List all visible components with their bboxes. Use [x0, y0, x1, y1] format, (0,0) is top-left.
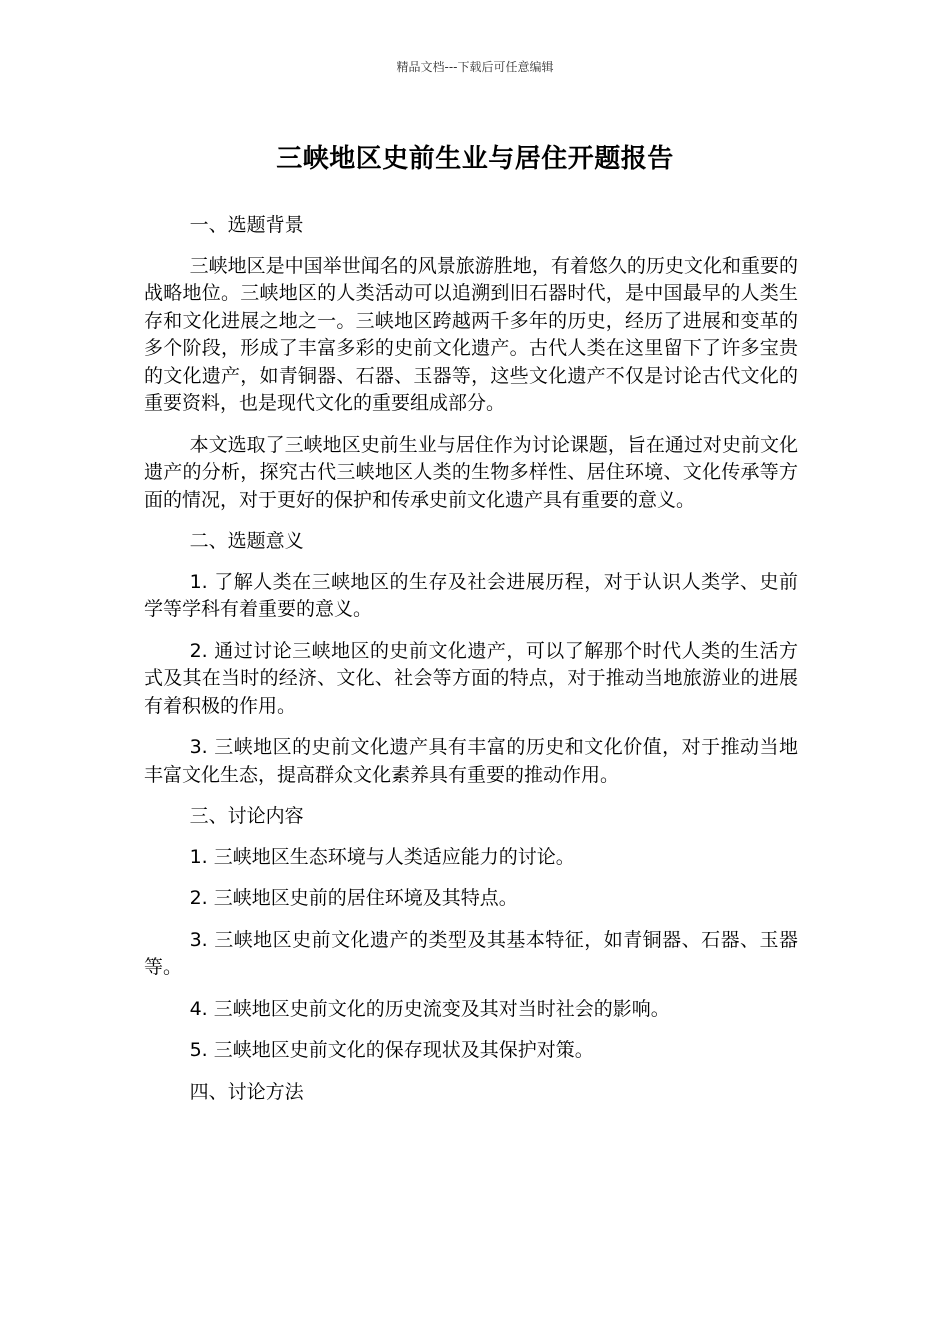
list-item-content-3: 3. 三峡地区史前文化遗产的类型及其基本特征，如青铜器、石器、玉器等。	[144, 928, 798, 978]
list-item-content-1: 1. 三峡地区生态环境与人类适应能力的讨论。	[189, 845, 575, 868]
section-heading-background: 一、选题背景	[189, 214, 304, 236]
list-item-content-2: 2. 三峡地区史前的居住环境及其特点。	[189, 887, 518, 909]
header-note: 精品文档---下载后可任意编辑	[396, 60, 554, 74]
list-item-significance-2: 2. 通过讨论三峡地区的史前文化遗产，可以了解那个时代人类的生活方式及其在当时的经济、文化、社会等方面的特点，对于推动当地旅游业的进展有着积极的作用。	[144, 639, 798, 717]
list-item-content-5: 5. 三峡地区史前文化的保存现状及其保护对策。	[189, 1039, 594, 1061]
document-body	[144, 212, 798, 1119]
section-heading-methods: 四、讨论方法	[189, 1080, 304, 1103]
section-heading-significance: 二、选题意义	[189, 530, 304, 552]
paragraph-background-2: 本文选取了三峡地区史前生业与居住作为讨论课题，旨在通过对史前文化遗产的分析，探究古代三峡地区人类的生物多样性、居住环境、文化传承等方面的情况，对于更好的保护和传承史前文化遗产具有重要的意义。	[144, 433, 798, 511]
section-heading-content: 三、讨论内容	[189, 805, 304, 827]
paragraph-background-1: 三峡地区是中国举世闻名的风景旅游胜地，有着悠久的历史文化和重要的战略地位。三峡地区的人类活动可以追溯到旧石器时代，是中国最早的人类生存和文化进展之地之一。三峡地区跨越两千多年的历史，经历了进展和变革的多个阶段，形成了丰富多彩的史前文化遗产。古代人类在这里留下了许多宝贵的文化遗产，如青铜器、石器、玉器等，这些文化遗产不仅是讨论古代文化的重要资料，也是现代文化的重要组成部分。	[144, 254, 798, 414]
list-item-content-4: 4. 三峡地区史前文化的历史流变及其对当时社会的影响。	[189, 997, 670, 1020]
list-item-significance-3: 3. 三峡地区的史前文化遗产具有丰富的历史和文化价值，对于推动当地丰富文化生态，提高群众文化素养具有重要的推动作用。	[144, 736, 798, 786]
document-title: 三峡地区史前生业与居住开题报告	[276, 144, 674, 174]
list-item-significance-1: 1. 了解人类在三峡地区的生存及社会进展历程，对于认识人类学、史前学等学科有着重要的意义。	[144, 570, 798, 620]
